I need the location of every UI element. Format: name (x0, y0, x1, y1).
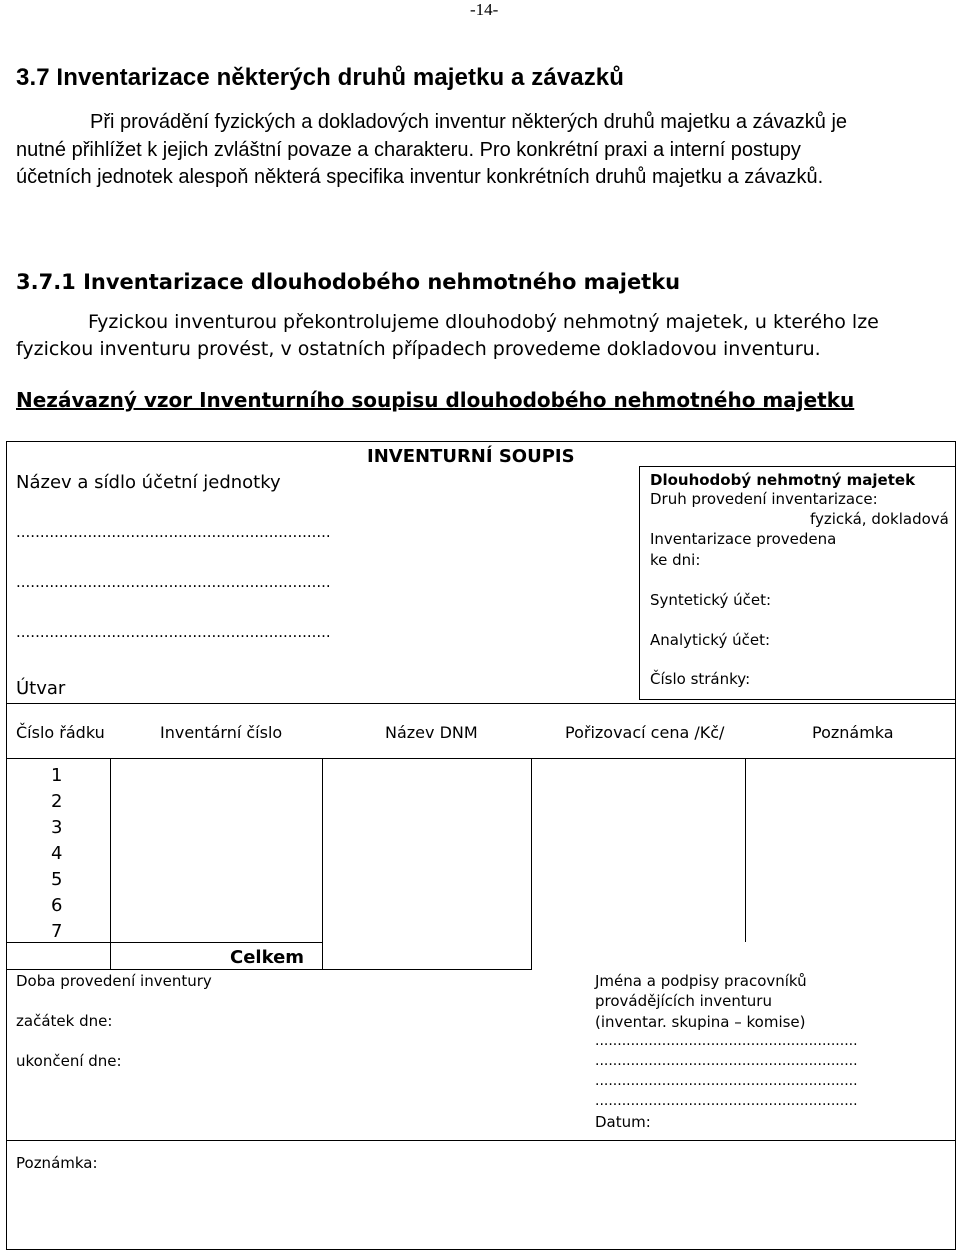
page-number-label: Číslo stránky: (650, 670, 751, 688)
entity-dotted-line: .................................................................. (16, 623, 331, 641)
end-label: ukončení dne: (16, 1052, 122, 1070)
signatures-label: provádějících inventuru (595, 992, 772, 1010)
row-number: 1 (51, 765, 63, 786)
analytic-account-label: Analytický účet: (650, 631, 771, 649)
row-number: 4 (51, 843, 63, 864)
method-label: Druh provedení inventarizace: (650, 490, 878, 508)
row-number: 6 (51, 895, 63, 916)
row-number: 3 (51, 817, 63, 838)
form-title: INVENTURNÍ SOUPIS (367, 446, 575, 467)
signature-dotted-line: ........................................................... (595, 1033, 858, 1049)
column-header: Inventární číslo (160, 723, 283, 742)
note-label: Poznámka: (16, 1154, 98, 1172)
subsection-paragraph-line-2: fyzickou inventuru provést, v ostatních případech provedeme dokladovou inventuru. (16, 338, 821, 360)
section-paragraph-line-3: účetních jednotek alespoň některá specifika inventur konkrétních druhů majetku a závazků. (16, 166, 824, 188)
done-label: Inventarizace provedena (650, 530, 837, 548)
column-header: Název DNM (385, 723, 478, 742)
row-number: 2 (51, 791, 63, 812)
column-header: Číslo řádku (16, 723, 105, 742)
date-label: ke dni: (650, 551, 701, 569)
unit-label: Útvar (16, 678, 66, 699)
signature-dotted-line: ........................................................... (595, 1053, 858, 1069)
subsection-title: 3.7.1 Inventarizace dlouhodobého nehmotného majetku (16, 270, 681, 294)
signature-dotted-line: ........................................................... (595, 1093, 858, 1109)
section-paragraph-line-1: Při provádění fyzických a dokladových inventur některých druhů majetku a závazků je (90, 111, 848, 133)
subsection-paragraph-line-1: Fyzickou inventurou překontrolujeme dlouhodobý nehmotný majetek, u kterého lze (88, 311, 879, 333)
start-label: začátek dne: (16, 1012, 113, 1030)
row-number: 5 (51, 869, 63, 890)
entity-dotted-line: .................................................................. (16, 573, 331, 591)
signatures-label: (inventar. skupina – komise) (595, 1013, 806, 1031)
signature-dotted-line: ........................................................... (595, 1073, 858, 1089)
form-heading: Nezávazný vzor Inventurního soupisu dlouhodobého nehmotného majetku (16, 388, 855, 412)
section-title: 3.7 Inventarizace některých druhů majetku a závazků (16, 64, 625, 91)
date-sign-label: Datum: (595, 1113, 651, 1131)
duration-label: Doba provedení inventury (16, 972, 212, 990)
column-header: Poznámka (812, 723, 894, 742)
asset-type: Dlouhodobý nehmotný majetek (650, 471, 916, 489)
entity-dotted-line: .................................................................. (16, 523, 331, 541)
method-value: fyzická, dokladová (810, 510, 949, 528)
total-label: Celkem (230, 947, 305, 968)
signatures-label: Jména a podpisy pracovníků (595, 972, 807, 990)
column-header: Pořizovací cena /Kč/ (565, 723, 725, 742)
page-number: -14- (470, 0, 499, 19)
synthetic-account-label: Syntetický účet: (650, 591, 772, 609)
entity-label: Název a sídlo účetní jednotky (16, 472, 281, 493)
section-paragraph-line-2: nutné přihlížet k jejich zvláštní povaze a charakteru. Pro konkrétní praxi a interní postupy (16, 139, 801, 161)
row-number: 7 (51, 921, 63, 942)
